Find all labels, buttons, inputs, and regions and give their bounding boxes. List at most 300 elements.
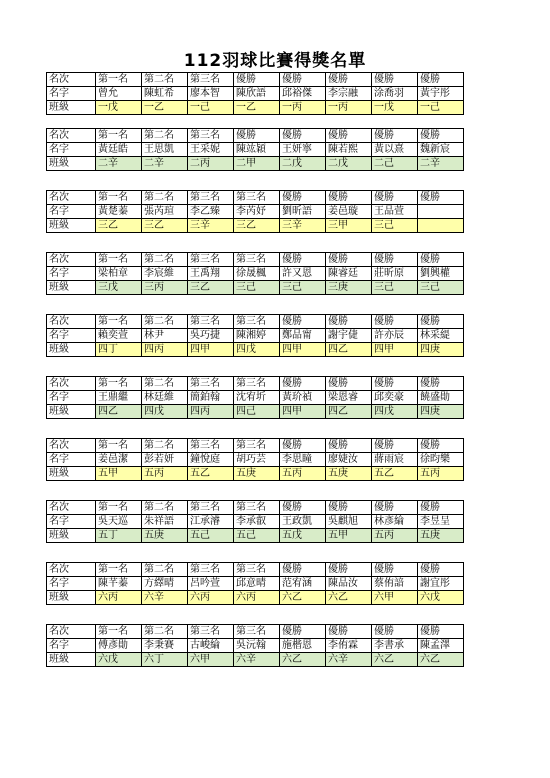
- row-label: 名字: [47, 639, 96, 653]
- name-cell: 廖婕汝: [326, 453, 372, 467]
- name-cell: 黃廷皓: [96, 143, 142, 157]
- name-cell: 梁恩睿: [326, 391, 372, 405]
- rank-cell: 第二名: [142, 253, 188, 267]
- row-label: 班級: [47, 343, 96, 357]
- cls-cell: 四甲: [280, 343, 326, 357]
- name-cell: 黃楚蓁: [96, 205, 142, 219]
- cls-cell: 二甲: [234, 157, 280, 171]
- rank-cell: 優勝: [418, 129, 464, 143]
- cls-cell: 五己: [188, 529, 234, 543]
- cls-cell: 四甲: [280, 405, 326, 419]
- row-label: 班級: [47, 653, 96, 667]
- cls-cell: 二辛: [142, 157, 188, 171]
- row-label: 名次: [47, 129, 96, 143]
- row-label: 名字: [47, 267, 96, 281]
- name-cell: 鐘悅庭: [188, 453, 234, 467]
- name-cell: 張芮瑄: [142, 205, 188, 219]
- name-cell: 涂喬羽: [372, 87, 418, 101]
- cls-cell: 三己: [372, 281, 418, 295]
- name-cell: 許亦辰: [372, 329, 418, 343]
- rank-cell: 優勝: [280, 501, 326, 515]
- row-label: 名次: [47, 501, 96, 515]
- name-cell: 蔡侑諳: [372, 577, 418, 591]
- row-label: 名次: [47, 563, 96, 577]
- class-row: [47, 157, 464, 171]
- cls-cell: 一乙: [142, 101, 188, 115]
- page-title: 112羽球比賽得獎名單: [183, 51, 367, 71]
- cls-cell: 五丙: [418, 467, 464, 481]
- row-label: 名次: [47, 377, 96, 391]
- name-cell: 吳巧捷: [188, 329, 234, 343]
- rank-cell: 第二名: [142, 191, 188, 205]
- rank-cell: 第二名: [142, 129, 188, 143]
- class-row: [47, 529, 464, 543]
- cls-cell: 五丙: [280, 467, 326, 481]
- name-cell: 呂吟萱: [188, 577, 234, 591]
- rank-cell: 優勝: [234, 129, 280, 143]
- rank-cell: 優勝: [326, 377, 372, 391]
- cls-cell: 四丙: [142, 343, 188, 357]
- cls-cell: 五丙: [372, 529, 418, 543]
- rank-cell: 優勝: [418, 191, 464, 205]
- row-label: 名字: [47, 143, 96, 157]
- rank-cell: 優勝: [326, 563, 372, 577]
- name-cell: 王思凱: [142, 143, 188, 157]
- name-cell: 謝宇倢: [326, 329, 372, 343]
- name-cell: 王鼎繼: [96, 391, 142, 405]
- rank-cell: 優勝: [418, 73, 464, 87]
- rank-cell: 優勝: [418, 625, 464, 639]
- cls-cell: 四庚: [418, 405, 464, 419]
- name-cell: 姜邑潔: [96, 453, 142, 467]
- row-label: 名字: [47, 329, 96, 343]
- rank-cell: 優勝: [326, 129, 372, 143]
- cls-cell: 五己: [234, 529, 280, 543]
- rank-cell: 第一名: [96, 129, 142, 143]
- rank-cell: 優勝: [372, 315, 418, 329]
- cls-cell: 四乙: [96, 405, 142, 419]
- rank-row: [47, 253, 464, 267]
- rank-cell: 第三名: [234, 501, 280, 515]
- name-cell: 彭若妍: [142, 453, 188, 467]
- cls-cell: 四丁: [96, 343, 142, 357]
- rank-row: [47, 439, 464, 453]
- rank-cell: 優勝: [326, 191, 372, 205]
- class-row: [47, 591, 464, 605]
- award-table: [46, 562, 464, 605]
- row-label: 名次: [47, 73, 96, 87]
- class-row: [47, 219, 464, 233]
- cls-cell: 四戊: [142, 405, 188, 419]
- award-table: [46, 376, 464, 419]
- name-cell: 施楷恩: [280, 639, 326, 653]
- name-cell: 林彥綸: [372, 515, 418, 529]
- cls-cell: 五丁: [96, 529, 142, 543]
- row-label: 名字: [47, 577, 96, 591]
- cls-cell: 四乙: [326, 343, 372, 357]
- rank-cell: 第三名: [188, 191, 234, 205]
- rank-cell: 優勝: [372, 377, 418, 391]
- name-cell: 梁柏章: [96, 267, 142, 281]
- name-row: [47, 639, 464, 653]
- cls-cell: 三甲: [326, 219, 372, 233]
- name-cell: 林尹: [142, 329, 188, 343]
- rank-cell: 優勝: [280, 377, 326, 391]
- cls-cell: 二戊: [280, 157, 326, 171]
- rank-cell: 第三名: [188, 501, 234, 515]
- rank-cell: 第三名: [188, 563, 234, 577]
- rank-row: [47, 501, 464, 515]
- cls-cell: 三庚: [326, 281, 372, 295]
- award-table: [46, 72, 464, 115]
- award-table: [46, 314, 464, 357]
- cls-cell: 六丙: [188, 591, 234, 605]
- rank-cell: 第一名: [96, 73, 142, 87]
- name-cell: 李芮妤: [234, 205, 280, 219]
- cls-cell: 六甲: [188, 653, 234, 667]
- rank-cell: 優勝: [372, 501, 418, 515]
- rank-row: [47, 377, 464, 391]
- rank-cell: 第三名: [188, 439, 234, 453]
- name-cell: 李宗融: [326, 87, 372, 101]
- row-label: 名次: [47, 253, 96, 267]
- cls-cell: 五庚: [326, 467, 372, 481]
- rank-cell: 優勝: [326, 253, 372, 267]
- cls-cell: 六乙: [280, 653, 326, 667]
- name-cell: 饒盛勛: [418, 391, 464, 405]
- rank-cell: 優勝: [280, 625, 326, 639]
- rank-cell: 第一名: [96, 625, 142, 639]
- row-label: 班級: [47, 591, 96, 605]
- rank-cell: 第二名: [142, 563, 188, 577]
- row-label: 名次: [47, 439, 96, 453]
- name-row: [47, 87, 464, 101]
- rank-cell: 第二名: [142, 439, 188, 453]
- name-cell: 陳若熙: [326, 143, 372, 157]
- rank-cell: 優勝: [372, 191, 418, 205]
- cls-cell: 四甲: [188, 343, 234, 357]
- rank-row: [47, 625, 464, 639]
- row-label: 班級: [47, 405, 96, 419]
- award-table: [46, 624, 464, 667]
- name-cell: 魏新宸: [418, 143, 464, 157]
- rank-cell: 第三名: [188, 73, 234, 87]
- name-cell: 邱意晴: [234, 577, 280, 591]
- name-cell: 陳湘婷: [234, 329, 280, 343]
- name-cell: 徐昀樂: [418, 453, 464, 467]
- rank-cell: 優勝: [326, 501, 372, 515]
- cls-cell: 五乙: [188, 467, 234, 481]
- row-label: 名字: [47, 205, 96, 219]
- cls-cell: 二戊: [326, 157, 372, 171]
- row-label: 班級: [47, 467, 96, 481]
- name-row: [47, 453, 464, 467]
- name-cell: 許又恩: [280, 267, 326, 281]
- cls-cell: 三乙: [142, 219, 188, 233]
- rank-row: [47, 73, 464, 87]
- cls-cell: 六乙: [280, 591, 326, 605]
- row-label: 班級: [47, 157, 96, 171]
- name-cell: 蔣雨宸: [372, 453, 418, 467]
- name-cell: 徐晟楓: [234, 267, 280, 281]
- rank-cell: 優勝: [326, 315, 372, 329]
- rank-cell: 第一名: [96, 191, 142, 205]
- name-cell: 江承濬: [188, 515, 234, 529]
- rank-cell: 優勝: [372, 253, 418, 267]
- rank-cell: 優勝: [280, 253, 326, 267]
- row-label: 名字: [47, 391, 96, 405]
- rank-cell: 第三名: [234, 439, 280, 453]
- award-table: [46, 438, 464, 481]
- rank-cell: 第三名: [234, 563, 280, 577]
- name-cell: 姜邑璇: [326, 205, 372, 219]
- class-row: [47, 405, 464, 419]
- rank-cell: 優勝: [326, 439, 372, 453]
- rank-cell: 第三名: [234, 191, 280, 205]
- rank-cell: 優勝: [372, 625, 418, 639]
- cls-cell: 三戊: [96, 281, 142, 295]
- name-cell: 劉昕語: [280, 205, 326, 219]
- rank-cell: 優勝: [418, 315, 464, 329]
- name-cell: 廖本智: [188, 87, 234, 101]
- cls-cell: 三乙: [96, 219, 142, 233]
- rank-row: [47, 191, 464, 205]
- rank-cell: 優勝: [418, 563, 464, 577]
- rank-cell: 第一名: [96, 439, 142, 453]
- name-row: [47, 329, 464, 343]
- rank-cell: 優勝: [418, 439, 464, 453]
- name-cell: 陳睿廷: [326, 267, 372, 281]
- name-cell: 賴奕萱: [96, 329, 142, 343]
- rank-cell: 第一名: [96, 315, 142, 329]
- cls-cell: 三辛: [188, 219, 234, 233]
- cls-cell: 六乙: [326, 591, 372, 605]
- cls-cell: 六乙: [372, 653, 418, 667]
- rank-cell: 優勝: [372, 563, 418, 577]
- name-row: [47, 143, 464, 157]
- cls-cell: 二辛: [418, 157, 464, 171]
- name-cell: 李宸維: [142, 267, 188, 281]
- name-cell: 黃玠禎: [280, 391, 326, 405]
- rank-cell: 第二名: [142, 377, 188, 391]
- cls-cell: 四己: [234, 405, 280, 419]
- cls-cell: 一丙: [326, 101, 372, 115]
- name-cell: 王妍寧: [280, 143, 326, 157]
- cls-cell: 六丁: [142, 653, 188, 667]
- name-cell: 方繹晴: [142, 577, 188, 591]
- award-table: [46, 252, 464, 295]
- row-label: 班級: [47, 529, 96, 543]
- cls-cell: 五庚: [418, 529, 464, 543]
- cls-cell: 三己: [280, 281, 326, 295]
- rank-cell: 第三名: [188, 129, 234, 143]
- rank-row: [47, 315, 464, 329]
- rank-cell: 第三名: [188, 315, 234, 329]
- class-row: [47, 343, 464, 357]
- rank-cell: 優勝: [418, 253, 464, 267]
- cls-cell: 三乙: [188, 281, 234, 295]
- rank-cell: 第三名: [188, 625, 234, 639]
- cls-cell: 三己: [372, 219, 418, 233]
- name-cell: 陳虹希: [142, 87, 188, 101]
- rank-cell: 第三名: [234, 377, 280, 391]
- rank-cell: 優勝: [280, 563, 326, 577]
- rank-cell: 優勝: [418, 501, 464, 515]
- name-cell: 陳竑穎: [234, 143, 280, 157]
- name-cell: 黃宇彤: [418, 87, 464, 101]
- cls-cell: 六乙: [418, 653, 464, 667]
- name-cell: 林廷維: [142, 391, 188, 405]
- cls-cell: 二己: [372, 157, 418, 171]
- rank-cell: 優勝: [280, 129, 326, 143]
- name-row: [47, 515, 464, 529]
- cls-cell: 二辛: [96, 157, 142, 171]
- name-cell: 古峻綸: [188, 639, 234, 653]
- cls-cell: 五乙: [372, 467, 418, 481]
- name-cell: 李思瞳: [280, 453, 326, 467]
- rank-cell: 優勝: [280, 73, 326, 87]
- cls-cell: 五甲: [326, 529, 372, 543]
- award-table: [46, 500, 464, 543]
- rank-cell: 第三名: [234, 253, 280, 267]
- rank-cell: 第三名: [188, 253, 234, 267]
- cls-cell: [418, 219, 464, 233]
- cls-cell: 四丙: [188, 405, 234, 419]
- name-cell: 王采妮: [188, 143, 234, 157]
- name-cell: 胡巧芸: [234, 453, 280, 467]
- name-cell: 李侑霖: [326, 639, 372, 653]
- name-cell: 吳沅翰: [234, 639, 280, 653]
- name-cell: 黃以熹: [372, 143, 418, 157]
- cls-cell: 五戊: [280, 529, 326, 543]
- class-row: [47, 281, 464, 295]
- name-cell: 曾允: [96, 87, 142, 101]
- row-label: 名次: [47, 191, 96, 205]
- cls-cell: 六丙: [96, 591, 142, 605]
- cls-cell: 三丙: [142, 281, 188, 295]
- name-cell: 謝宜彤: [418, 577, 464, 591]
- rank-cell: 優勝: [280, 191, 326, 205]
- cls-cell: 一己: [188, 101, 234, 115]
- cls-cell: 五庚: [142, 529, 188, 543]
- name-cell: 吳天巡: [96, 515, 142, 529]
- cls-cell: 六甲: [372, 591, 418, 605]
- rank-cell: 優勝: [372, 439, 418, 453]
- row-label: 班級: [47, 219, 96, 233]
- row-label: 班級: [47, 281, 96, 295]
- class-row: [47, 101, 464, 115]
- name-cell: 王政凱: [280, 515, 326, 529]
- name-cell: 朱祥語: [142, 515, 188, 529]
- rank-cell: 第一名: [96, 563, 142, 577]
- cls-cell: 五丙: [142, 467, 188, 481]
- cls-cell: 三乙: [234, 219, 280, 233]
- name-cell: 陳欣語: [234, 87, 280, 101]
- cls-cell: 三辛: [280, 219, 326, 233]
- row-label: 名次: [47, 625, 96, 639]
- name-cell: 李秉賽: [142, 639, 188, 653]
- cls-cell: 四乙: [326, 405, 372, 419]
- name-cell: 簡鉑翰: [188, 391, 234, 405]
- rank-cell: 優勝: [372, 73, 418, 87]
- rank-cell: 第一名: [96, 377, 142, 391]
- class-row: [47, 653, 464, 667]
- rank-cell: 第三名: [234, 315, 280, 329]
- row-label: 名次: [47, 315, 96, 329]
- name-cell: 李昱呈: [418, 515, 464, 529]
- name-row: [47, 267, 464, 281]
- rank-row: [47, 129, 464, 143]
- name-cell: 吳麒旭: [326, 515, 372, 529]
- row-label: 名字: [47, 515, 96, 529]
- name-cell: 李承叡: [234, 515, 280, 529]
- rank-cell: 第二名: [142, 501, 188, 515]
- rank-cell: 優勝: [372, 129, 418, 143]
- rank-row: [47, 563, 464, 577]
- award-table: [46, 128, 464, 171]
- rank-cell: 第二名: [142, 625, 188, 639]
- cls-cell: 三己: [234, 281, 280, 295]
- cls-cell: 六戊: [96, 653, 142, 667]
- cls-cell: 五庚: [234, 467, 280, 481]
- cls-cell: 一戊: [96, 101, 142, 115]
- rank-cell: 第二名: [142, 73, 188, 87]
- name-cell: 陳品汝: [326, 577, 372, 591]
- cls-cell: 六辛: [234, 653, 280, 667]
- cls-cell: 二丙: [188, 157, 234, 171]
- rank-cell: 第一名: [96, 501, 142, 515]
- name-cell: 林采緹: [418, 329, 464, 343]
- name-cell: 邱裕傑: [280, 87, 326, 101]
- name-cell: 鄭品甯: [280, 329, 326, 343]
- name-cell: 李乙臻: [188, 205, 234, 219]
- name-cell: 王品萱: [372, 205, 418, 219]
- rank-cell: 第一名: [96, 253, 142, 267]
- rank-cell: 優勝: [326, 73, 372, 87]
- name-cell: 邱奕豪: [372, 391, 418, 405]
- cls-cell: 六戊: [418, 591, 464, 605]
- class-row: [47, 467, 464, 481]
- rank-cell: 第二名: [142, 315, 188, 329]
- name-cell: 李書承: [372, 639, 418, 653]
- award-table: [46, 190, 464, 233]
- rank-cell: 優勝: [280, 315, 326, 329]
- rank-cell: 第三名: [234, 625, 280, 639]
- cls-cell: 三己: [418, 281, 464, 295]
- rank-cell: 優勝: [418, 377, 464, 391]
- cls-cell: 一戊: [372, 101, 418, 115]
- cls-cell: 五甲: [96, 467, 142, 481]
- name-cell: 陳孟澤: [418, 639, 464, 653]
- row-label: 名字: [47, 87, 96, 101]
- rank-cell: 第三名: [188, 377, 234, 391]
- name-cell: 陳芊蓁: [96, 577, 142, 591]
- name-cell: 傅彥勛: [96, 639, 142, 653]
- name-cell: 莊昕原: [372, 267, 418, 281]
- cls-cell: 四戊: [372, 405, 418, 419]
- name-cell: 王禹翔: [188, 267, 234, 281]
- name-cell: 沈宥圻: [234, 391, 280, 405]
- cls-cell: 四甲: [372, 343, 418, 357]
- cls-cell: 六辛: [142, 591, 188, 605]
- name-cell: 范宥涵: [280, 577, 326, 591]
- cls-cell: 一丙: [280, 101, 326, 115]
- rank-cell: 優勝: [326, 625, 372, 639]
- name-row: [47, 205, 464, 219]
- cls-cell: 一乙: [234, 101, 280, 115]
- rank-cell: 優勝: [234, 73, 280, 87]
- row-label: 班級: [47, 101, 96, 115]
